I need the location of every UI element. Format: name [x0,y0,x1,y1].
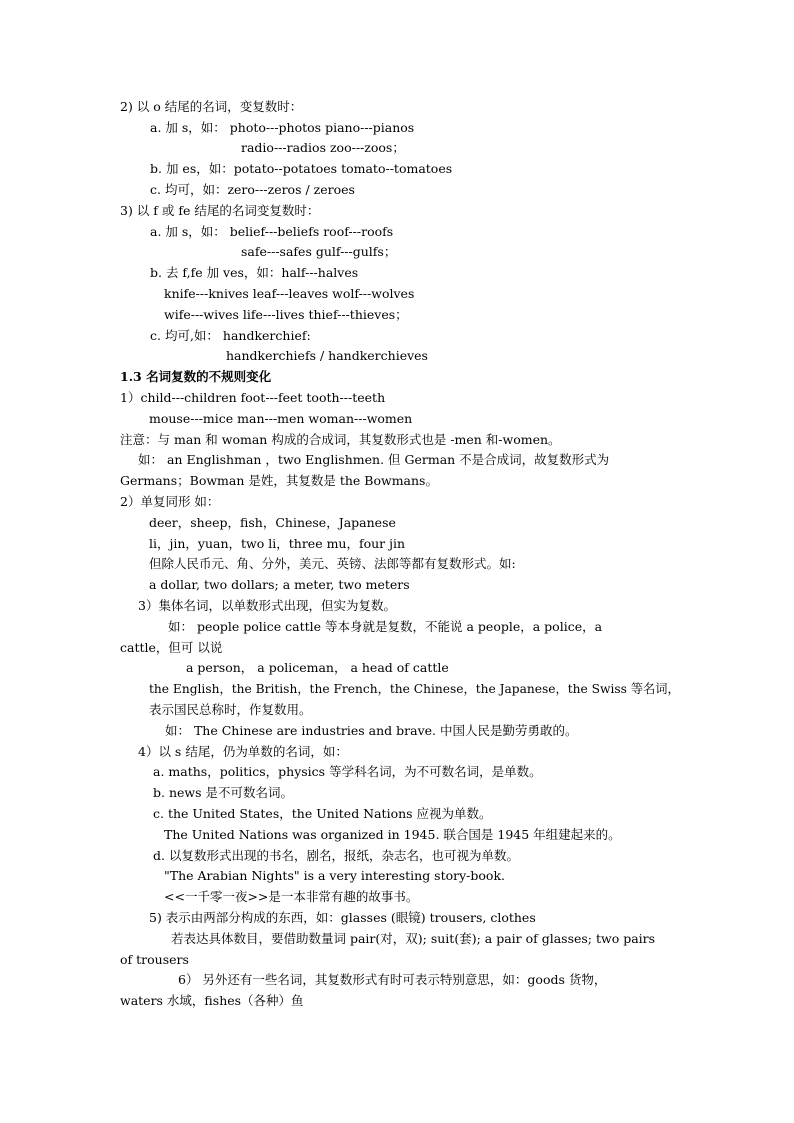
text-line: 1）child---children foot---feet tooth---teeth [120,390,386,405]
text-line: b. 去 f,fe 加 ves，如：half---halves [150,265,359,280]
text-line: 如： an Englishman ，two Englishmen. 但 German 不是合成词，故复数形式为 [138,452,610,467]
text-line: safe---safes gulf---gulfs； [241,244,397,259]
text-line: a. 加 s，如： photo---photos piano---pianos [150,120,415,135]
text-line: cattle，但可 以说 [120,640,223,655]
text-line: waters 水域，fishes（各种）鱼 [120,993,304,1008]
text-line: 注意：与 man 和 woman 构成的合成词，其复数形式也是 -men 和-women。 [120,432,561,447]
text-line: a. 加 s，如： belief---beliefs roof---roofs [150,224,394,239]
section-heading: 1.3 名词复数的不规则变化 [120,369,272,384]
text-line: a person， a policeman， a head of cattle [186,660,449,675]
text-line: b. 加 es，如：potato--potatoes tomato--tomatoes [150,161,453,176]
text-line: 如： The Chinese are industries and brave. 中国人民是勤劳勇敢的。 [165,723,578,738]
text-line: the English，the British，the French，the Chinese，the Japanese，the Swiss 等名词， [149,681,680,696]
text-line: 若表达具体数目，要借助数量词 pair(对，双); suit(套); a pair of glasses; two pairs [171,931,656,946]
text-line: Germans；Bowman 是姓，其复数是 the Bowmans。 [120,473,438,488]
text-line: c. 均可,如： handkerchief: [150,328,311,343]
text-line: d. 以复数形式出现的书名，剧名，报纸，杂志名，也可视为单数。 [153,848,519,863]
text-line: 4）以 s 结尾，仍为单数的名词，如： [138,744,348,759]
text-line: 5) 表示由两部分构成的东西，如：glasses (眼镜) trousers, clothes [149,910,536,925]
text-line: radio---radios zoo---zoos； [241,140,405,155]
text-line: 但除人民币元、角、分外，美元、英镑、法郎等都有复数形式。如: [149,556,516,571]
text-line: deer，sheep，fish，Chinese，Japanese [149,515,396,530]
text-line: c. the United States，the United Nations 应视为单数。 [153,806,492,821]
text-line: 如： people police cattle 等本身就是复数，不能说 a people，a police，a [168,619,603,634]
text-line: 6） 另外还有一些名词，其复数形式有时可表示特别意思，如：goods 货物， [178,972,607,987]
text-line: mouse---mice man---men woman---women [149,411,413,426]
text-line: 2) 以 o 结尾的名词，变复数时： [120,99,303,114]
text-line: c. 均可，如：zero---zeros / zeroes [150,182,355,197]
text-line: 2）单复同形 如： [120,494,220,509]
text-line: "The Arabian Nights" is a very interesting story-book. [164,868,505,883]
text-line: li，jin，yuan，two li，three mu，four jin [149,536,406,551]
text-line: of trousers [120,952,189,967]
text-line: The United Nations was organized in 1945. 联合国是 1945 年组建起来的。 [164,827,621,842]
text-line: <<一千零一夜>>是一本非常有趣的故事书。 [164,889,419,904]
text-line: 3）集体名词，以单数形式出现，但实为复数。 [138,598,396,613]
text-line: 3) 以 f 或 fe 结尾的名词变复数时： [120,203,320,218]
text-line: 表示国民总称时，作复数用。 [149,702,312,717]
text-line: b. news 是不可数名词。 [153,785,293,800]
text-line: a dollar, two dollars; a meter, two meters [149,577,410,592]
text-line: a. maths，politics，physics 等学科名词，为不可数名词，是单数。 [153,764,542,779]
text-line: wife---wives life---lives thief---thieves； [164,307,408,322]
text-line: knife---knives leaf---leaves wolf---wolves [164,286,415,301]
text-line: handkerchiefs / handkerchieves [226,348,428,363]
